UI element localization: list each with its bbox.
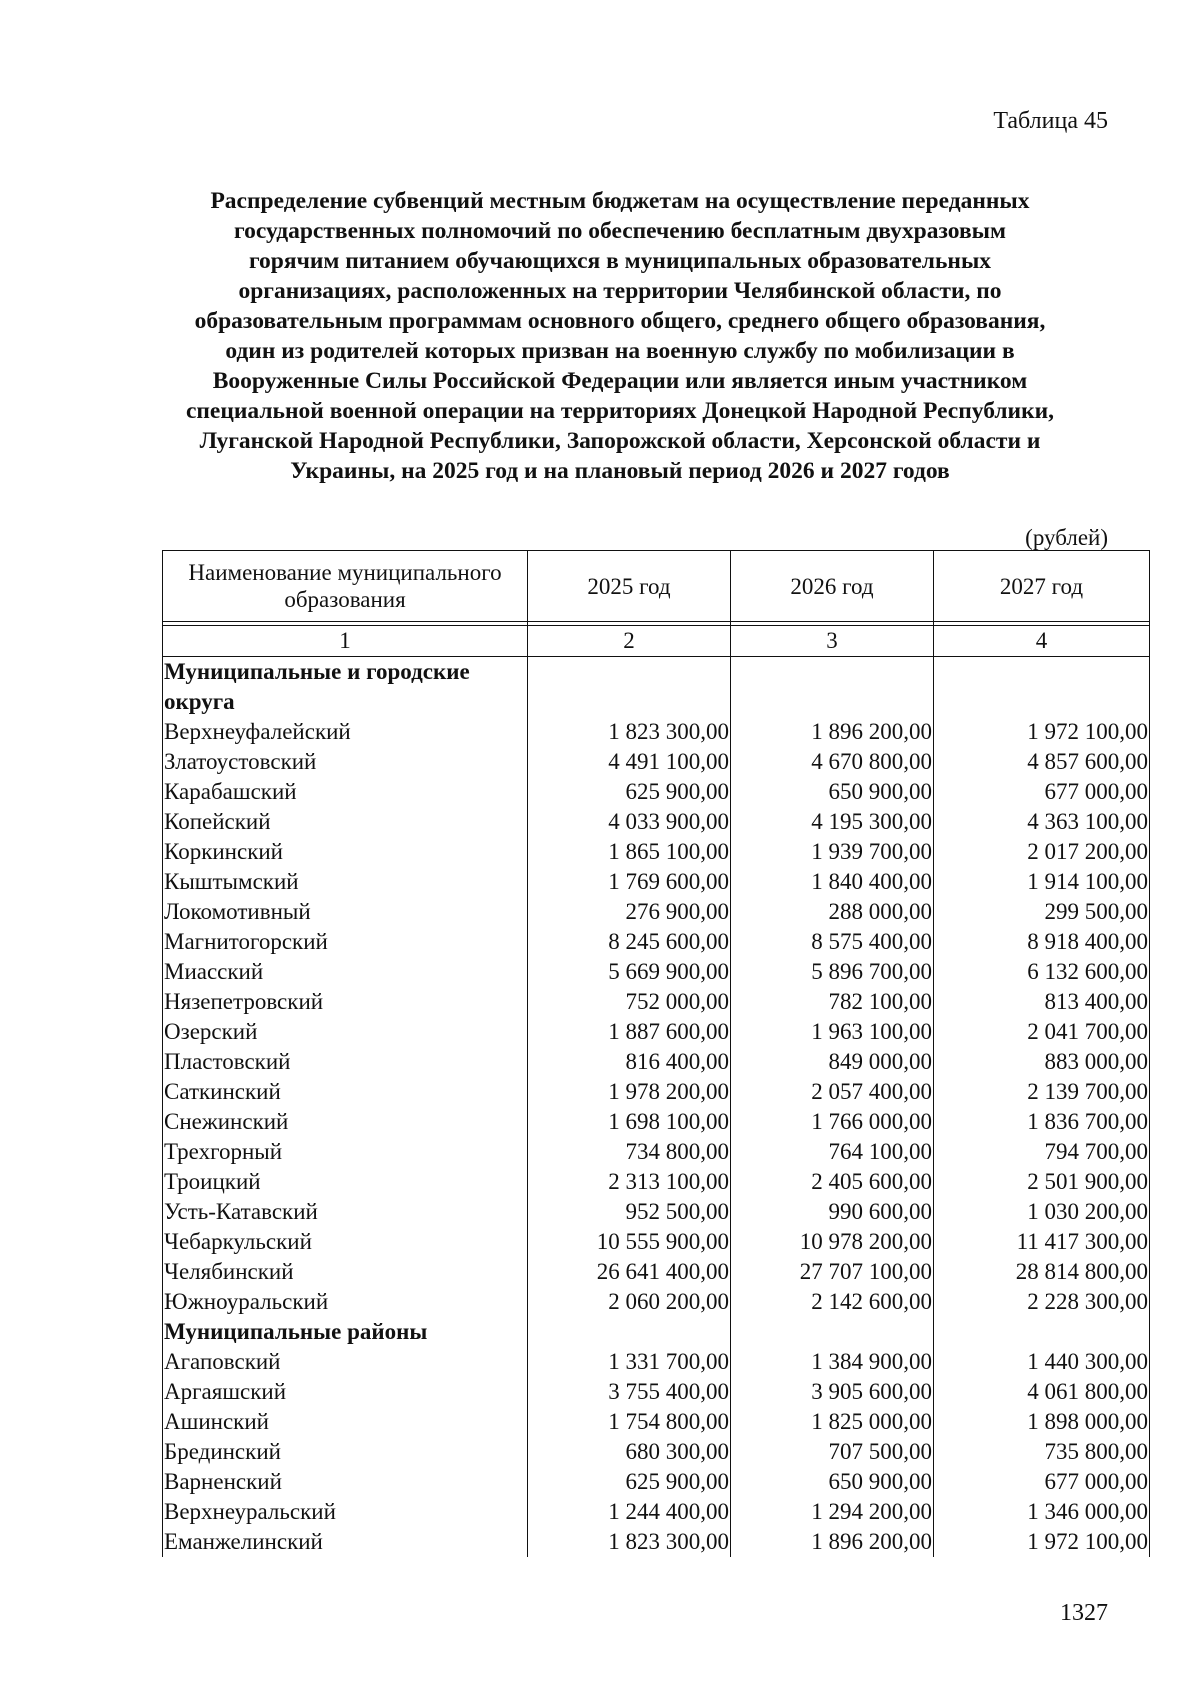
amount-cell: 1 384 900,00 — [731, 1347, 934, 1377]
amount-cell: 2 017 200,00 — [934, 837, 1150, 867]
municipality-name: Миасский — [163, 957, 528, 987]
amount-cell: 1 972 100,00 — [934, 1527, 1150, 1557]
municipality-name: Южноуральский — [163, 1287, 528, 1317]
table-row — [163, 867, 1150, 897]
municipality-name: Саткинский — [163, 1077, 528, 1107]
table-row — [163, 1347, 1150, 1377]
title-line: Вооруженные Силы Российской Федерации или является иным участником — [212, 368, 1028, 394]
amount-cell: 1 754 800,00 — [528, 1407, 731, 1437]
municipality-name: Агаповский — [163, 1347, 528, 1377]
municipality-name: Магнитогорский — [163, 927, 528, 957]
amount-cell: 1 865 100,00 — [528, 837, 731, 867]
amount-cell: 849 000,00 — [731, 1047, 934, 1077]
municipality-name: Челябинский — [163, 1257, 528, 1287]
column-number: 3 — [731, 626, 934, 657]
table-row — [163, 837, 1150, 867]
amount-cell: 8 918 400,00 — [934, 927, 1150, 957]
amount-cell: 734 800,00 — [528, 1137, 731, 1167]
header-2025: 2025 год — [528, 551, 731, 622]
amount-cell: 1 294 200,00 — [731, 1497, 934, 1527]
table-row — [163, 1497, 1150, 1527]
amount-cell: 2 139 700,00 — [934, 1077, 1150, 1107]
table-row — [163, 1077, 1150, 1107]
amount-cell: 883 000,00 — [934, 1047, 1150, 1077]
header-2026: 2026 год — [731, 551, 934, 622]
table-row — [163, 1137, 1150, 1167]
amount-cell: 1 766 000,00 — [731, 1107, 934, 1137]
municipality-name: Трехгорный — [163, 1137, 528, 1167]
amount-cell: 4 033 900,00 — [528, 807, 731, 837]
table-row — [163, 1257, 1150, 1287]
title-line: Луганской Народной Республики, Запорожской области, Херсонской области и — [199, 428, 1041, 454]
units-label: (рублей) — [1025, 525, 1108, 550]
amount-cell: 990 600,00 — [731, 1197, 934, 1227]
table-row — [163, 1287, 1150, 1317]
amount-cell: 1 825 000,00 — [731, 1407, 934, 1437]
table-row — [163, 717, 1150, 747]
amount-cell: 8 245 600,00 — [528, 927, 731, 957]
amount-cell: 813 400,00 — [934, 987, 1150, 1017]
amount-cell: 288 000,00 — [731, 897, 934, 927]
group-row — [163, 657, 1150, 718]
municipality-name: Снежинский — [163, 1107, 528, 1137]
table-row — [163, 1197, 1150, 1227]
amount-cell: 1 914 100,00 — [934, 867, 1150, 897]
group-title: Муниципальные и городские округа — [163, 657, 528, 718]
amount-cell: 26 641 400,00 — [528, 1257, 731, 1287]
amount-cell: 4 363 100,00 — [934, 807, 1150, 837]
amount-cell: 677 000,00 — [934, 777, 1150, 807]
amount-cell: 2 057 400,00 — [731, 1077, 934, 1107]
municipality-name: Усть-Катавский — [163, 1197, 528, 1227]
amount-cell: 3 905 600,00 — [731, 1377, 934, 1407]
amount-cell: 1 887 600,00 — [528, 1017, 731, 1047]
municipality-name: Озерский — [163, 1017, 528, 1047]
municipality-name: Варненский — [163, 1467, 528, 1497]
amount-cell: 1 030 200,00 — [934, 1197, 1150, 1227]
table-row — [163, 1017, 1150, 1047]
column-number: 4 — [934, 626, 1150, 657]
amount-cell: 1 898 000,00 — [934, 1407, 1150, 1437]
title-line: организациях, расположенных на территории Челябинской области, по — [238, 278, 1002, 304]
amount-cell: 11 417 300,00 — [934, 1227, 1150, 1257]
amount-cell: 5 896 700,00 — [731, 957, 934, 987]
table-label: Таблица 45 — [993, 108, 1108, 134]
table-row — [163, 1437, 1150, 1467]
table-row — [163, 1527, 1150, 1557]
amount-cell: 3 755 400,00 — [528, 1377, 731, 1407]
title-line: образовательным программам основного общего, среднего общего образования, — [194, 308, 1046, 334]
amount-cell: 650 900,00 — [731, 1467, 934, 1497]
table-row — [163, 1407, 1150, 1437]
municipality-name: Кыштымский — [163, 867, 528, 897]
title-line: один из родителей которых призван на военную службу по мобилизации в — [225, 338, 1015, 364]
municipality-name: Чебаркульский — [163, 1227, 528, 1257]
municipality-name: Еманжелинский — [163, 1527, 528, 1557]
amount-cell: 1 963 100,00 — [731, 1017, 934, 1047]
amount-cell: 625 900,00 — [528, 1467, 731, 1497]
amount-cell: 2 313 100,00 — [528, 1167, 731, 1197]
amount-cell: 2 228 300,00 — [934, 1287, 1150, 1317]
amount-cell: 2 405 600,00 — [731, 1167, 934, 1197]
column-number: 1 — [163, 626, 528, 657]
title-line: государственных полномочий по обеспечению бесплатным двухразовым — [233, 218, 1006, 244]
amount-cell: 1 972 100,00 — [934, 717, 1150, 747]
page-number: 1327 — [1060, 1600, 1108, 1626]
title-line: Распределение субвенций местным бюджетам на осуществление переданных — [210, 188, 1030, 214]
municipality-name: Копейский — [163, 807, 528, 837]
table-row — [163, 987, 1150, 1017]
amount-cell: 1 823 300,00 — [528, 1527, 731, 1557]
column-number: 2 — [528, 626, 731, 657]
amount-cell: 625 900,00 — [528, 777, 731, 807]
table-row — [163, 1227, 1150, 1257]
amount-cell: 1 836 700,00 — [934, 1107, 1150, 1137]
amount-cell: 28 814 800,00 — [934, 1257, 1150, 1287]
amount-cell: 276 900,00 — [528, 897, 731, 927]
table-row — [163, 807, 1150, 837]
table-row — [163, 927, 1150, 957]
title-line: специальной военной операции на территориях Донецкой Народной Республики, — [185, 398, 1055, 424]
amount-cell: 10 555 900,00 — [528, 1227, 731, 1257]
municipality-name: Пластовский — [163, 1047, 528, 1077]
municipality-name: Коркинский — [163, 837, 528, 867]
amount-cell: 4 061 800,00 — [934, 1377, 1150, 1407]
municipality-name: Троицкий — [163, 1167, 528, 1197]
amount-cell: 677 000,00 — [934, 1467, 1150, 1497]
municipality-name: Верхнеуфалейский — [163, 717, 528, 747]
table-header-row — [163, 551, 1150, 622]
amount-cell: 1 896 200,00 — [731, 1527, 934, 1557]
amount-cell: 8 575 400,00 — [731, 927, 934, 957]
table-row — [163, 1467, 1150, 1497]
group-row — [163, 1317, 1150, 1347]
amount-cell: 1 978 200,00 — [528, 1077, 731, 1107]
amount-cell: 1 698 100,00 — [528, 1107, 731, 1137]
amount-cell: 1 440 300,00 — [934, 1347, 1150, 1377]
table-row — [163, 747, 1150, 777]
column-number-row — [163, 626, 1150, 657]
municipality-name: Нязепетровский — [163, 987, 528, 1017]
amount-cell: 6 132 600,00 — [934, 957, 1150, 987]
amount-cell: 1 840 400,00 — [731, 867, 934, 897]
table-row — [163, 1167, 1150, 1197]
amount-cell: 4 857 600,00 — [934, 747, 1150, 777]
municipality-name: Ашинский — [163, 1407, 528, 1437]
municipality-name: Верхнеуральский — [163, 1497, 528, 1527]
amount-cell: 752 000,00 — [528, 987, 731, 1017]
amount-cell: 2 501 900,00 — [934, 1167, 1150, 1197]
municipality-name: Аргаяшский — [163, 1377, 528, 1407]
document-title — [140, 186, 1100, 486]
municipality-name: Брединский — [163, 1437, 528, 1467]
municipality-name: Златоустовский — [163, 747, 528, 777]
amount-cell: 2 142 600,00 — [731, 1287, 934, 1317]
amount-cell: 1 244 400,00 — [528, 1497, 731, 1527]
amount-cell: 1 769 600,00 — [528, 867, 731, 897]
table-row — [163, 1047, 1150, 1077]
table-row — [163, 777, 1150, 807]
subvention-table — [162, 550, 1150, 1557]
amount-cell: 650 900,00 — [731, 777, 934, 807]
amount-cell: 1 823 300,00 — [528, 717, 731, 747]
table-row — [163, 957, 1150, 987]
table-row — [163, 1107, 1150, 1137]
amount-cell: 299 500,00 — [934, 897, 1150, 927]
amount-cell: 1 939 700,00 — [731, 837, 934, 867]
table-row — [163, 897, 1150, 927]
amount-cell: 680 300,00 — [528, 1437, 731, 1467]
amount-cell: 4 195 300,00 — [731, 807, 934, 837]
title-line: горячим питанием обучающихся в муниципальных образовательных — [248, 248, 992, 274]
amount-cell: 764 100,00 — [731, 1137, 934, 1167]
amount-cell: 735 800,00 — [934, 1437, 1150, 1467]
amount-cell: 5 669 900,00 — [528, 957, 731, 987]
municipality-name: Карабашский — [163, 777, 528, 807]
amount-cell: 2 041 700,00 — [934, 1017, 1150, 1047]
group-title: Муниципальные районы — [163, 1317, 528, 1347]
header-2027: 2027 год — [934, 551, 1150, 622]
amount-cell: 27 707 100,00 — [731, 1257, 934, 1287]
amount-cell: 707 500,00 — [731, 1437, 934, 1467]
amount-cell: 1 346 000,00 — [934, 1497, 1150, 1527]
title-line: Украины, на 2025 год и на плановый период 2026 и 2027 годов — [290, 458, 950, 484]
amount-cell: 1 331 700,00 — [528, 1347, 731, 1377]
amount-cell: 2 060 200,00 — [528, 1287, 731, 1317]
municipality-name: Локомотивный — [163, 897, 528, 927]
amount-cell: 4 670 800,00 — [731, 747, 934, 777]
amount-cell: 952 500,00 — [528, 1197, 731, 1227]
amount-cell: 4 491 100,00 — [528, 747, 731, 777]
amount-cell: 816 400,00 — [528, 1047, 731, 1077]
amount-cell: 1 896 200,00 — [731, 717, 934, 747]
table-row — [163, 1377, 1150, 1407]
amount-cell: 782 100,00 — [731, 987, 934, 1017]
header-municipality: Наименование муниципального образования — [163, 551, 528, 622]
amount-cell: 10 978 200,00 — [731, 1227, 934, 1257]
amount-cell: 794 700,00 — [934, 1137, 1150, 1167]
